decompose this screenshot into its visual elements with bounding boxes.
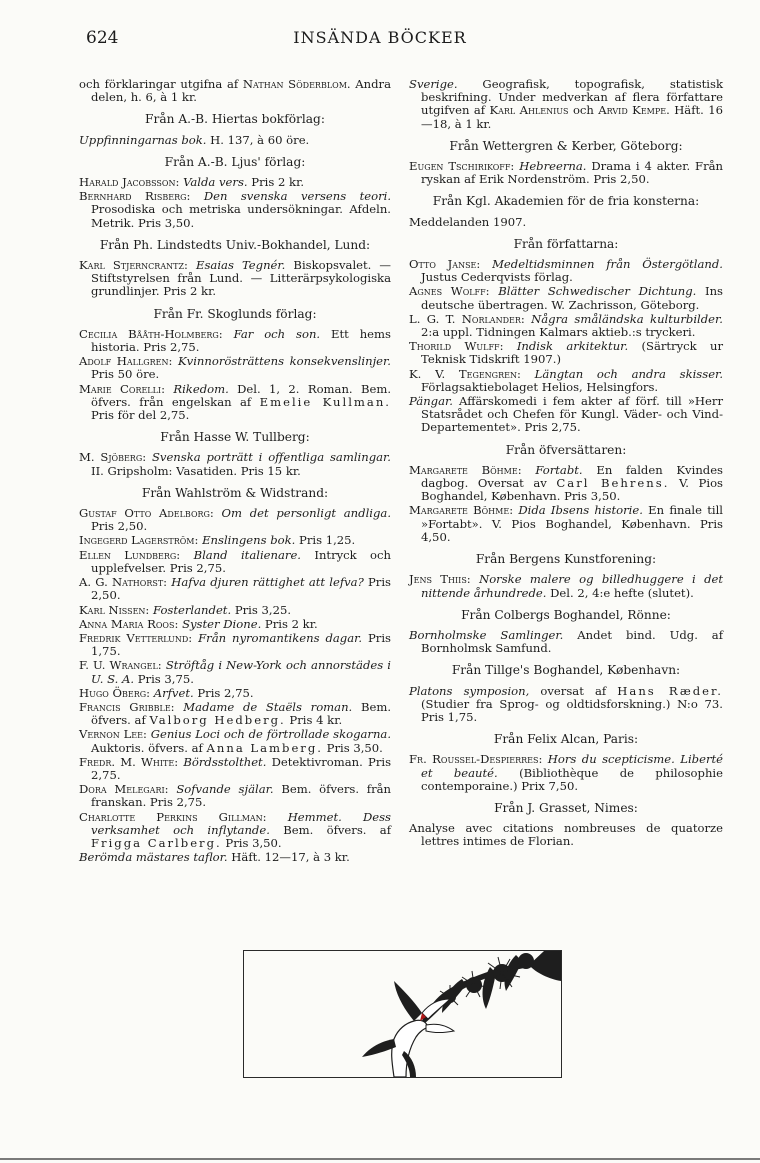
book-entry bbox=[409, 285, 723, 311]
entry-text: Pris 1,75. bbox=[91, 630, 391, 659]
book-entry bbox=[409, 629, 723, 655]
publisher-heading: Från Wettergren & Kerber, Göteborg: bbox=[449, 138, 683, 153]
entry-text: (Bibliothèque de philosophie contemporaine.) Prix 7,50. bbox=[421, 765, 723, 793]
book-title: Svenska porträtt i offentliga samlingar. bbox=[151, 450, 391, 465]
book-title: Från nyromantikens dagar. bbox=[198, 630, 363, 645]
entry-text: Pris 3,75. bbox=[134, 671, 194, 686]
author-name: Anna Maria Roos: bbox=[79, 616, 179, 631]
entry-text: Pris 50 öre. bbox=[91, 367, 160, 382]
publisher-heading: Från Felix Alcan, Paris: bbox=[493, 732, 639, 747]
book-entry bbox=[79, 78, 391, 104]
book-title: Rikedom. bbox=[173, 381, 229, 396]
book-entry bbox=[79, 756, 391, 782]
book-title: Madame de Staëls roman. bbox=[183, 699, 353, 714]
entry-text: H. 137, à 60 öre. bbox=[206, 132, 310, 147]
entry-text bbox=[522, 463, 536, 477]
book-title: Genius Loci och de förtrollade skogarna. bbox=[150, 727, 392, 742]
entry-text: Pris 3,25. bbox=[231, 602, 292, 617]
publisher-heading: Från Ph. Lindstedts Univ.-Bokhandel, Lund: bbox=[99, 237, 371, 252]
book-entry bbox=[409, 313, 723, 339]
book-title: Far och son. bbox=[233, 326, 321, 341]
book-title: Fortabt. bbox=[535, 462, 583, 477]
book-entry bbox=[409, 258, 723, 284]
book-title: Indisk arkitektur. bbox=[516, 339, 629, 354]
entry-text: En finale till »Fortabt». V. Pios Boghandel, København. Pris 4,50. bbox=[421, 503, 724, 544]
book-entry bbox=[409, 160, 723, 186]
book-entry bbox=[79, 134, 391, 147]
book-title: Valda vers. bbox=[183, 175, 248, 190]
entry-text: V. Pios Boghandel, København. Pris 3,50. bbox=[421, 476, 724, 504]
entry-text: Pris för del 2,75. bbox=[91, 408, 190, 423]
author-name: Eugen Tschirikoff: bbox=[409, 159, 515, 174]
pine-branch bbox=[420, 951, 561, 1027]
author-name: Margarete Böhme: bbox=[409, 503, 514, 518]
entry-text: Pris 1,25. bbox=[295, 533, 356, 548]
book-entry bbox=[409, 464, 723, 504]
entry-text: Analyse avec citations nombreuses de quatorze lettres intimes de Florian. bbox=[409, 821, 723, 849]
entry-text: Häft. 16—18, à 1 kr. bbox=[421, 103, 724, 131]
author-name: Margarete Böhme: bbox=[409, 462, 522, 477]
author-name: Adolf Hallgren: bbox=[79, 354, 173, 369]
translator-name: Anna Lamberg. bbox=[206, 740, 323, 755]
crane-vignette bbox=[243, 950, 562, 1078]
author-name: Hugo Öberg: bbox=[79, 685, 151, 700]
author-name: Karl Nissen: bbox=[79, 602, 150, 617]
entry-text bbox=[175, 700, 184, 714]
entry-text bbox=[471, 572, 479, 586]
entry-text bbox=[180, 548, 193, 562]
book-title: Bornholmske Samlinger. bbox=[409, 627, 564, 642]
entry-text: Andet bind. Udg. af Bornholmsk Samfund. bbox=[421, 627, 723, 656]
book-entry bbox=[79, 576, 391, 602]
entry-text: Del. 2, 4:e hefte (slutet). bbox=[546, 585, 694, 600]
author-name: Fr. Roussel-Despierres: bbox=[409, 752, 543, 767]
entry-text: Pris 2 kr. bbox=[247, 175, 305, 190]
book-title: Medeltidsminnen från Östergötland. bbox=[492, 257, 723, 272]
book-title: Syster Dione. bbox=[182, 616, 262, 631]
author-name: Thorild Wulff: bbox=[409, 339, 504, 354]
publisher-heading: Från Kgl. Akademien för de fria konsterna: bbox=[432, 194, 700, 209]
book-entry bbox=[79, 383, 391, 423]
entry-text bbox=[521, 367, 535, 381]
entry-text bbox=[504, 339, 517, 353]
entry-text: (Studier fra Sprog- og oldtidsforskning.) N:o 73. Pris 1,75. bbox=[421, 696, 723, 724]
author-name: Charlotte Perkins Gillman: bbox=[79, 809, 267, 824]
entry-text: Bem. öfvers. från franskan. Pris 2,75. bbox=[91, 782, 392, 810]
author-name: Karl Stjerncrantz: bbox=[79, 258, 188, 273]
page-number: 624 bbox=[86, 28, 119, 48]
book-entry bbox=[79, 534, 391, 547]
running-title: INSÄNDA BÖCKER bbox=[293, 28, 467, 47]
entry-text: Del. 1, 2. Roman. Bem. öfvers. från engelskan af bbox=[91, 381, 392, 409]
left-column bbox=[79, 78, 391, 865]
author-name: Jens Thiis: bbox=[409, 572, 471, 587]
entry-text: Pris 4 kr. bbox=[285, 713, 343, 728]
author-name: Ellen Lundberg: bbox=[79, 547, 181, 562]
book-title: Bördsstolthet. bbox=[183, 754, 267, 769]
book-entry bbox=[79, 632, 391, 658]
book-entry bbox=[79, 176, 391, 189]
author-name: Gustaf Otto Adelborg: bbox=[79, 506, 214, 521]
book-entry bbox=[409, 753, 723, 793]
entry-text: En falden Kvindes dagbog. Oversat av bbox=[421, 462, 724, 491]
author-name: Karl Ahlenius bbox=[489, 103, 569, 118]
book-entry bbox=[79, 618, 391, 631]
book-title: Om det personligt andliga. bbox=[221, 506, 392, 521]
author-name: Cecilia Bååth-Holmberg: bbox=[79, 326, 223, 341]
book-entry bbox=[79, 728, 391, 754]
book-entry bbox=[79, 701, 391, 727]
translator-name: Emelie Kullman. bbox=[259, 394, 391, 409]
book-title: Ströftåg i New-York och annorstädes i U. S. A. bbox=[91, 658, 391, 686]
book-entry bbox=[79, 783, 391, 809]
book-title: Enslingens bok. bbox=[202, 533, 296, 548]
translator-name: Carl Behrens. bbox=[556, 476, 670, 491]
entry-text: Affärskomedi i fem akter af förf. till »Herr Statsrådet och Chefen för Kungl. Väder- och Vind-Departementet». Pris 2,75. bbox=[421, 394, 723, 435]
entry-text bbox=[214, 506, 222, 520]
crane bbox=[362, 981, 454, 1077]
entry-text bbox=[267, 810, 288, 824]
publisher-heading: Från Bergens Kunstforening: bbox=[475, 552, 657, 567]
author-name: Agnes Wolff: bbox=[409, 284, 490, 299]
entry-text bbox=[190, 189, 203, 203]
publisher-heading: Från öfversättaren: bbox=[505, 442, 627, 457]
publisher-heading: Från Tillge's Boghandel, København: bbox=[451, 663, 681, 678]
author-name: Nathan Söderblom. bbox=[242, 77, 351, 91]
entry-text bbox=[188, 258, 196, 272]
book-title: Sofvande själar. bbox=[176, 782, 274, 797]
book-title: Hebreerna. bbox=[519, 159, 587, 174]
entry-text: oversat af bbox=[529, 683, 618, 698]
author-name: A. G. Nathorst: bbox=[79, 575, 168, 590]
author-name: F. U. Wrangel: bbox=[79, 658, 162, 673]
publisher-heading: Från Hasse W. Tullberg: bbox=[160, 430, 310, 445]
publisher-heading: Från Wahlström & Widstrand: bbox=[141, 485, 329, 500]
book-entry bbox=[79, 507, 391, 533]
publisher-heading: Från A.-B. Hiertas bokförlag: bbox=[145, 112, 325, 127]
book-entry bbox=[79, 659, 391, 685]
publisher-heading: Från Colbergs Boghandel, Rönne: bbox=[461, 607, 671, 622]
entry-text: Pris 2 kr. bbox=[261, 616, 318, 631]
book-title: Esaias Tegnér. bbox=[196, 258, 286, 273]
book-title: Fosterlandet. bbox=[153, 602, 232, 617]
translator-name: Hans Ræder. bbox=[617, 683, 723, 698]
book-title: Platons symposion, bbox=[409, 683, 530, 698]
book-entry bbox=[409, 685, 723, 725]
entry-text: Detektivroman. Pris 2,75. bbox=[91, 754, 392, 782]
book-entry bbox=[409, 822, 723, 848]
book-entry bbox=[79, 259, 391, 299]
entry-text: Biskopsvalet. — Stiftstyrelsen från Lund. — Litterärpsykologiska grundlinjer. Pris 2 kr. bbox=[91, 258, 392, 299]
author-name: Marie Corelli: bbox=[79, 381, 166, 396]
book-title: Pängar. bbox=[409, 394, 453, 409]
entry-text bbox=[490, 284, 499, 298]
entry-text: Prosodiska och metriska undersökningar. Afdeln. Metrik. Pris 3,50. bbox=[91, 202, 391, 230]
author-name: K. V. Tegengren: bbox=[409, 366, 521, 381]
book-entry bbox=[409, 395, 723, 435]
book-entry bbox=[409, 216, 723, 229]
entry-text: Bem. öfvers. af bbox=[269, 822, 391, 837]
entry-text: Meddelanden 1907. bbox=[409, 214, 527, 229]
entry-text: och förklaringar utgifna af bbox=[79, 77, 243, 91]
book-title: Några småländska kulturbilder. bbox=[531, 311, 723, 326]
book-entry bbox=[79, 549, 391, 575]
book-entry bbox=[79, 604, 391, 617]
entry-text: Bem. öfvers. af bbox=[91, 699, 392, 728]
book-entry bbox=[409, 78, 723, 131]
page-header bbox=[0, 28, 760, 52]
book-entry bbox=[79, 811, 391, 851]
entry-text: (Särtryck ur Teknisk Tidskrift 1907.) bbox=[421, 339, 724, 367]
book-entry bbox=[79, 355, 391, 381]
publisher-heading: Från J. Grasset, Nimes: bbox=[494, 800, 638, 815]
author-name: Fredr. M. White: bbox=[79, 754, 179, 769]
book-entry bbox=[409, 504, 723, 544]
book-entry bbox=[79, 328, 391, 354]
entry-text: Pris 3,50. bbox=[221, 835, 282, 850]
publisher-heading: Från A.-B. Ljus' förlag: bbox=[164, 154, 306, 169]
book-title: Dida Ibsens historie. bbox=[518, 503, 643, 518]
book-entry bbox=[79, 190, 391, 230]
author-name: Fredrik Vetterlund: bbox=[79, 630, 193, 645]
publisher-heading: Från författarna: bbox=[513, 236, 619, 251]
translator-name: Frigga Carlberg. bbox=[91, 835, 222, 850]
book-entry bbox=[409, 368, 723, 394]
book-entry bbox=[409, 340, 723, 366]
translator-name: Valborg Hedberg. bbox=[149, 713, 286, 728]
entry-text bbox=[223, 327, 234, 341]
author-name: L. G. T. Norlander: bbox=[409, 311, 525, 326]
entry-text: Geografisk, topografisk, statistisk beskrifning. Under medverkan af flera författare utgifven af bbox=[421, 77, 723, 118]
entry-text: Ins deutsche übertragen. W. Zachrisson, Göteborg. bbox=[421, 284, 723, 312]
entry-text: Justus Cederqvists förlag. bbox=[421, 270, 573, 285]
entry-text: II. Gripsholm: Vasatiden. Pris 15 kr. bbox=[91, 463, 301, 478]
author-name: Ingegerd Lagerström: bbox=[79, 533, 199, 548]
book-title: Arfvet. bbox=[153, 685, 194, 700]
entry-text: Pris 3,50. bbox=[322, 740, 383, 755]
author-name: Bernhard Risberg: bbox=[79, 189, 191, 204]
author-name: Arvid Kempe. bbox=[598, 103, 670, 118]
book-title: Sverige. bbox=[409, 77, 458, 91]
book-title: Bland italienare. bbox=[193, 547, 301, 562]
book-entry bbox=[79, 451, 391, 477]
entry-text: Ett hems historia. Pris 2,75. bbox=[91, 326, 391, 355]
entry-text: Andra delen, h. 6, à 1 kr. bbox=[91, 77, 392, 105]
entry-text: Pris 2,75. bbox=[193, 685, 254, 700]
author-name: M. Sjöberg: bbox=[79, 450, 147, 465]
author-name: Otto Janse: bbox=[409, 257, 481, 272]
author-name: Dora Melegari: bbox=[79, 782, 169, 797]
entry-text: Intryck och upplefvelser. Pris 2,75. bbox=[91, 547, 391, 575]
book-title: Kvinnorösträttens konsekvenslinjer. bbox=[178, 354, 391, 369]
author-name: Harald Jacobsson: bbox=[79, 175, 180, 190]
book-title: Hafva djuren rättighet att lefva? bbox=[171, 575, 364, 590]
entry-text: Pris 2,50. bbox=[91, 519, 148, 534]
author-name: Vernon Lee: bbox=[79, 727, 147, 742]
book-entry bbox=[79, 687, 391, 700]
right-column bbox=[409, 78, 723, 850]
entry-text: Drama i 4 akter. Från ryskan af Erik Nordenström. Pris 2,50. bbox=[421, 159, 724, 187]
entry-text: och bbox=[568, 103, 599, 118]
entry-text: Auktoris. öfvers. af bbox=[91, 740, 207, 755]
book-title: Berömda mästares taflor. bbox=[79, 850, 228, 865]
book-title: Norske malere og billedhuggere i det nittende århundrede. bbox=[421, 572, 724, 600]
author-name: Francis Gribble: bbox=[79, 699, 175, 714]
book-entry bbox=[409, 573, 723, 599]
book-title: Hors du scepticisme. Liberté et beauté. bbox=[421, 752, 724, 780]
entry-text: Förlagsaktiebolaget Helios, Helsingfors. bbox=[421, 379, 659, 394]
publisher-heading: Från Fr. Skoglunds förlag: bbox=[153, 306, 317, 321]
entry-text: Häft. 12—17, à 3 kr. bbox=[227, 850, 350, 865]
book-title: Längtan och andra skisser. bbox=[534, 366, 724, 381]
scan-edge-line bbox=[0, 1158, 760, 1160]
crane-illustration bbox=[244, 951, 561, 1077]
entry-text: 2:a uppl. Tidningen Kalmars aktieb.:s tryckeri. bbox=[421, 325, 696, 340]
book-entry bbox=[79, 851, 391, 864]
book-title: Hemmet. Dess verksamhet och inflytande. bbox=[91, 809, 392, 837]
entry-text bbox=[480, 257, 492, 271]
book-title: Den svenska versens teori. bbox=[203, 189, 392, 204]
book-title: Blätter Schwedischer Dichtung. bbox=[498, 284, 697, 299]
book-title: Uppfinningarnas bok. bbox=[79, 132, 207, 147]
entry-text: Pris 2,50. bbox=[91, 575, 392, 603]
